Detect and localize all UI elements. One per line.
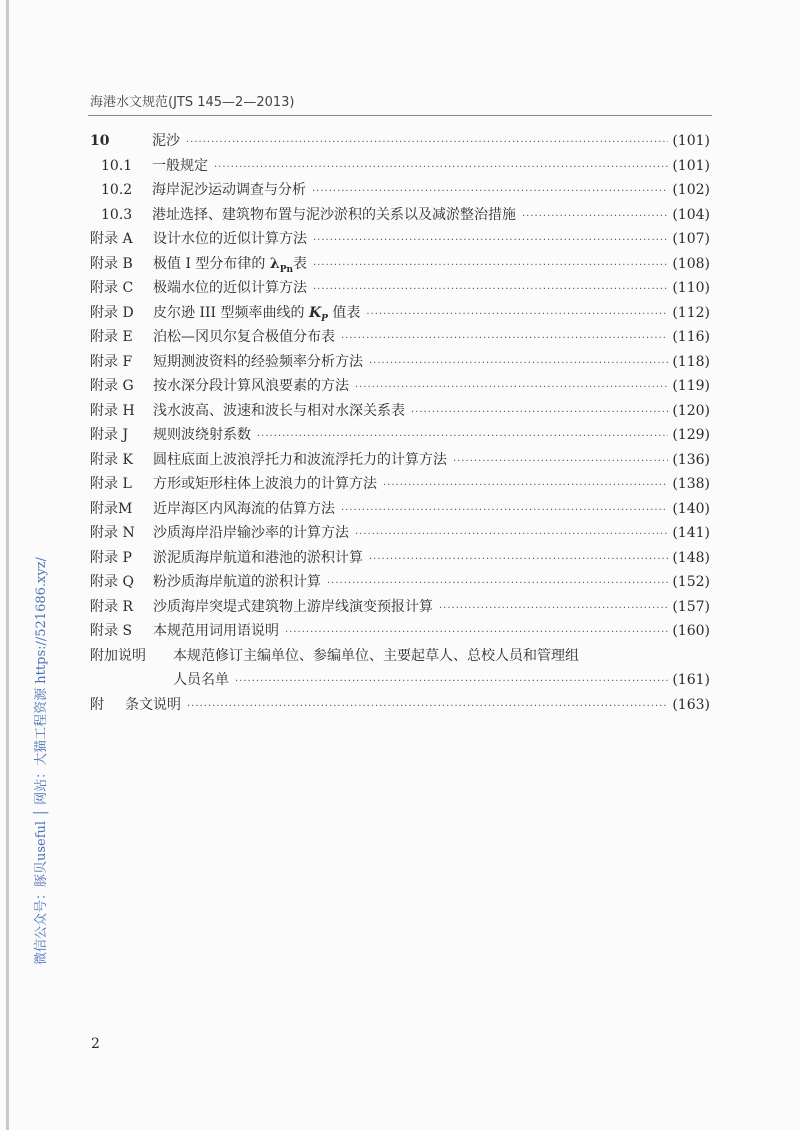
dot-leader (214, 162, 668, 173)
dot-leader (313, 260, 668, 271)
toc-page: (152) (672, 574, 710, 590)
dot-leader (327, 578, 668, 589)
dot-leader (235, 676, 668, 687)
toc-label: 附录 N (90, 525, 135, 541)
toc-title: 方形或矩形柱体上波浪力的计算方法 (153, 476, 377, 492)
toc-page: (120) (672, 402, 710, 419)
toc-entry[interactable] (90, 400, 710, 425)
toc-title: 本规范修订主编单位、参编单位、主要起草人、总校人员和管理组 (173, 647, 579, 664)
toc-entry[interactable] (90, 498, 710, 523)
toc-title-continued: 人员名单 (173, 672, 229, 688)
dot-leader (187, 701, 668, 712)
dot-leader (355, 382, 668, 393)
toc-page: (136) (672, 451, 710, 468)
toc-title: 条文说明 (125, 696, 181, 713)
toc-label: 附录 A (90, 231, 133, 247)
toc-entry[interactable] (90, 326, 710, 351)
toc-label: 10.1 (101, 157, 133, 174)
toc-label: 附 (90, 696, 104, 713)
toc-label: 附录 S (90, 623, 133, 639)
toc-title: 泥沙 (152, 133, 180, 149)
toc-title: 一般规定 (152, 157, 208, 174)
toc-page: (140) (672, 500, 710, 517)
toc-title: 规则波绕射系数 (153, 427, 251, 443)
toc-entry[interactable] (90, 277, 710, 302)
toc-label: 附录 H (90, 402, 135, 419)
toc-entry[interactable] (90, 473, 710, 498)
symbol: λ (269, 255, 280, 272)
toc-page: (112) (672, 304, 710, 321)
toc-page: (163) (672, 696, 710, 713)
toc-page: (129) (672, 427, 710, 443)
dot-leader (411, 407, 668, 418)
dot-leader (366, 309, 668, 320)
title-text: 表 (293, 255, 308, 272)
toc-label: 附录 P (90, 549, 132, 566)
toc-title (153, 253, 313, 275)
toc-entry[interactable] (90, 253, 710, 278)
toc-entry[interactable] (90, 351, 710, 376)
toc-page: (110) (672, 280, 710, 296)
kp-symbol (308, 304, 328, 324)
toc-page: (148) (672, 549, 710, 566)
toc-label: 附录 C (90, 280, 134, 296)
header-rule (88, 115, 712, 116)
dot-leader (453, 456, 668, 467)
toc-label: 附录 L (90, 476, 132, 492)
toc-title: 近岸海区内风海流的估算方法 (153, 500, 335, 517)
toc-title: 港址选择、建筑物布置与泥沙淤积的关系以及减淤整治措施 (152, 206, 516, 223)
toc-label: 附录 G (90, 378, 134, 394)
toc-entry[interactable] (90, 179, 710, 204)
dot-leader (369, 358, 668, 369)
dot-leader (257, 431, 668, 442)
toc-entry[interactable] (90, 375, 710, 400)
toc-title: 圆柱底面上波浪浮托力和波流浮托力的计算方法 (153, 451, 447, 468)
toc-page: (141) (672, 525, 710, 541)
toc-entry[interactable] (90, 155, 710, 180)
table-of-contents (90, 130, 710, 718)
dot-leader (522, 211, 668, 222)
dot-leader (186, 137, 668, 148)
toc-label: 附录 J (90, 427, 129, 443)
toc-entry[interactable] (90, 694, 710, 719)
dot-leader (355, 529, 668, 540)
toc-entry[interactable] (90, 130, 710, 155)
toc-page: (107) (672, 231, 710, 247)
toc-entry[interactable] (90, 424, 710, 449)
page-edge (6, 0, 9, 1130)
toc-page: (101) (672, 133, 710, 149)
dot-leader (439, 603, 668, 614)
lambda-symbol (269, 255, 294, 275)
toc-page: (108) (672, 255, 710, 272)
toc-entry[interactable] (90, 449, 710, 474)
toc-label: 附录M (90, 500, 133, 517)
toc-page: (160) (672, 623, 710, 639)
toc-entry[interactable] (90, 620, 710, 645)
toc-page: (104) (672, 206, 710, 223)
toc-title: 按水深分段计算风浪要素的方法 (153, 378, 349, 394)
dot-leader (369, 554, 668, 565)
toc-entry[interactable] (90, 596, 710, 621)
toc-title: 海岸泥沙运动调查与分析 (152, 182, 306, 198)
toc-label: 附加说明 (90, 647, 146, 664)
toc-page: (118) (672, 353, 710, 370)
title-text: 皮尔逊 III 型频率曲线的 (153, 304, 309, 321)
toc-title: 极端水位的近似计算方法 (153, 280, 307, 296)
symbol-subscript: Pn (279, 264, 294, 275)
title-text: 极值 I 型分布律的 (153, 255, 270, 272)
dot-leader (312, 186, 668, 197)
page-number: 2 (91, 1036, 100, 1052)
toc-entry[interactable] (90, 302, 710, 327)
toc-label: 附录 E (90, 329, 133, 345)
symbol: K (308, 304, 322, 321)
toc-label: 附录 F (90, 353, 133, 370)
toc-page: (138) (672, 476, 710, 492)
toc-entry[interactable] (90, 571, 710, 596)
toc-title: 沙质海岸沿岸输沙率的计算方法 (153, 525, 349, 541)
toc-label: 附录 R (90, 598, 133, 615)
toc-label: 10.3 (101, 206, 133, 223)
running-header: 海港水文规范(JTS 145—2—2013) (90, 95, 295, 110)
dot-leader (313, 284, 668, 295)
dot-leader (341, 505, 668, 516)
toc-entry[interactable] (90, 522, 710, 547)
toc-label: 附录 B (90, 255, 133, 272)
dot-leader (341, 333, 668, 344)
toc-label: 10.2 (101, 182, 133, 198)
toc-label: 10 (90, 133, 110, 149)
toc-page: (101) (672, 157, 710, 174)
toc-label: 附录 Q (90, 574, 134, 590)
toc-page: (102) (672, 182, 710, 198)
toc-entry[interactable] (90, 645, 710, 670)
toc-title: 短期测波资料的经验频率分析方法 (153, 353, 363, 370)
watermark: 微信公众号：豚贝useful │ 网站：大猫工程资源 https://521686.xyz/ (34, 557, 49, 965)
toc-title (153, 302, 366, 324)
toc-entry-continuation[interactable] (90, 669, 710, 694)
toc-entry[interactable] (90, 204, 710, 229)
toc-title: 粉沙质海岸航道的淤积计算 (153, 574, 321, 590)
toc-title: 本规范用词用语说明 (153, 623, 279, 639)
toc-title: 浅水波高、波速和波长与相对水深关系表 (153, 402, 405, 419)
toc-label: 附录 D (90, 304, 134, 321)
toc-label: 附录 K (90, 451, 133, 468)
toc-title: 设计水位的近似计算方法 (153, 231, 307, 247)
toc-page: (119) (672, 378, 710, 394)
toc-title: 淤泥质海岸航道和港池的淤积计算 (153, 549, 363, 566)
toc-page: (116) (672, 329, 710, 345)
toc-title: 泊松—冈贝尔复合极值分布表 (153, 329, 335, 345)
title-text: 值表 (327, 304, 361, 321)
toc-entry[interactable] (90, 228, 710, 253)
toc-title: 沙质海岸突堤式建筑物上游岸线演变预报计算 (153, 598, 433, 615)
toc-page: (161) (672, 672, 710, 688)
dot-leader (313, 235, 668, 246)
toc-entry[interactable] (90, 547, 710, 572)
symbol-subscript: P (321, 313, 328, 324)
toc-page: (157) (672, 598, 710, 615)
dot-leader (285, 627, 668, 638)
dot-leader (383, 480, 668, 491)
